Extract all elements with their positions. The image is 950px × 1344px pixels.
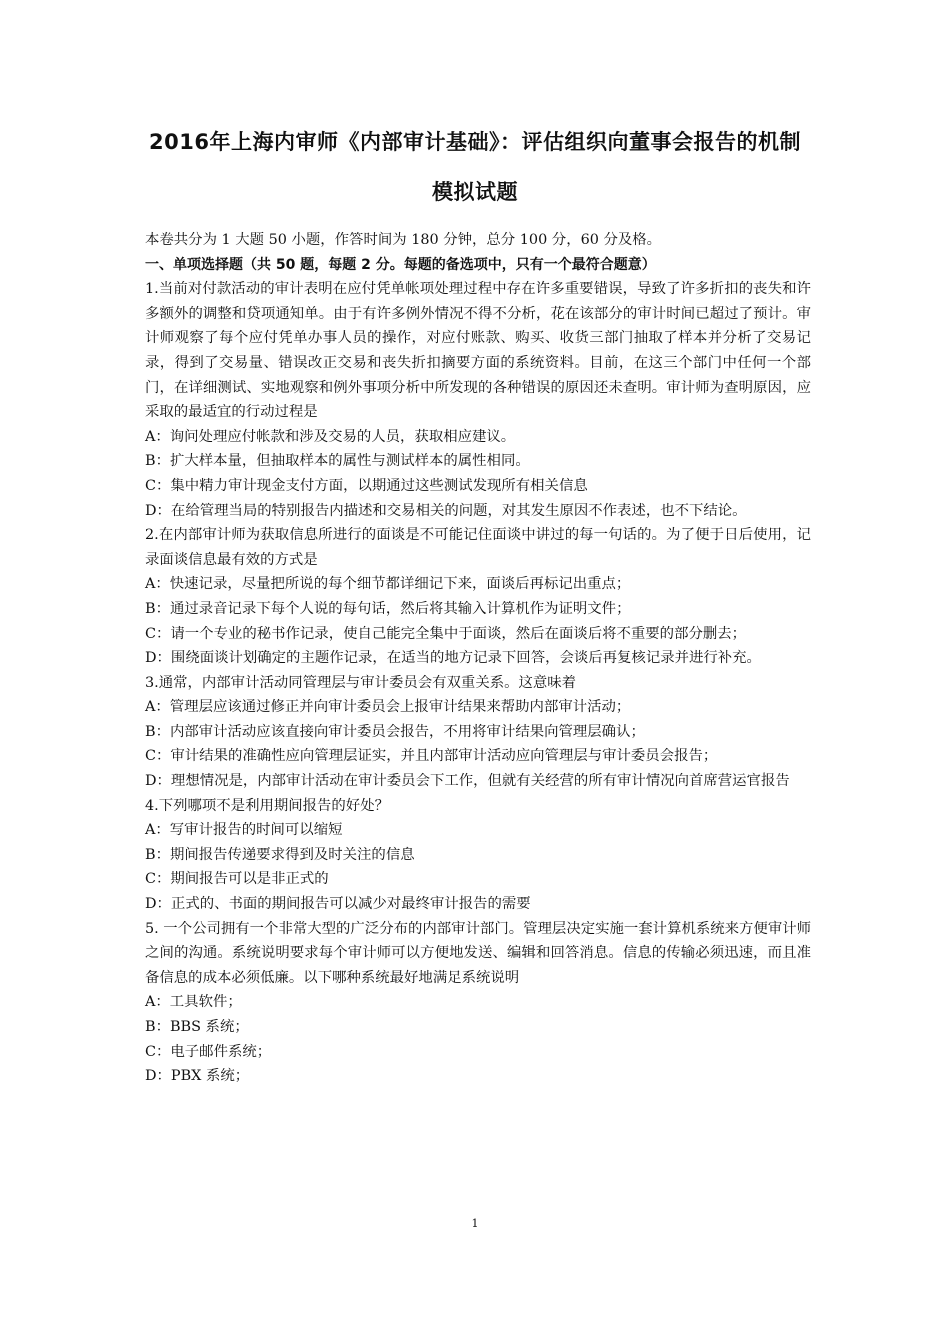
option-a: A：管理层应该通过修正并向审计委员会上报审计结果来帮助内部审计活动；	[145, 699, 631, 716]
option-b: B：通过录音记录下每个人说的每句话，然后将其输入计算机作为证明文件；	[145, 600, 631, 617]
question-stem: 2.在内部审计师为获取信息所进行的面谈是不可能记住面谈中讲过的每一句话的。为了便于日后使用，记录面谈信息最有效的方式是	[145, 527, 811, 568]
option-d: D：在给管理当局的特别报告内描述和交易相关的问题，对其发生原因不作表述，也不下结论。	[145, 502, 747, 519]
question-stem: 4.下列哪项不是利用期间报告的好处？	[145, 797, 389, 814]
option-b: B：内部审计活动应该直接向审计委员会报告，不用将审计结果向管理层确认；	[145, 723, 645, 740]
question-4	[145, 794, 811, 917]
option-a: A：快速记录，尽量把所说的每个细节都详细记下来，面谈后再标记出重点；	[145, 576, 631, 593]
option-d: D：围绕面谈计划确定的主题作记录，在适当的地方记录下回答，会谈后再复核记录并进行补充。	[145, 650, 761, 667]
option-c: C：集中精力审计现金支付方面，以期通过这些测试发现所有相关信息	[145, 477, 588, 494]
page-number: 1	[471, 1217, 479, 1230]
option-c: C：电子邮件系统；	[145, 1043, 272, 1060]
exam-intro: 本卷共分为 1 大题 50 小题，作答时间为 180 分钟，总分 100 分，60 分及格。	[145, 232, 662, 248]
question-1	[145, 277, 811, 523]
document-title-line2: 模拟试题	[432, 180, 518, 204]
option-b: B：扩大样本量，但抽取样本的属性与测试样本的属性相同。	[145, 453, 530, 470]
question-2	[145, 523, 811, 671]
option-c: C：审计结果的准确性应向管理层证实，并且内部审计活动应向管理层与审计委员会报告；	[145, 748, 718, 765]
option-b: B：BBS 系统；	[145, 1019, 249, 1035]
question-3	[145, 671, 811, 794]
option-d: D：PBX 系统；	[145, 1068, 250, 1085]
option-d: D：正式的、书面的期间报告可以减少对最终审计报告的需要	[145, 896, 531, 913]
option-d: D：理想情况是，内部审计活动在审计委员会下工作，但就有关经营的所有审计情况向首席营运官报告	[145, 773, 790, 790]
option-c: C：期间报告可以是非正式的	[145, 871, 329, 888]
document-title-line1: 2016年上海内审师《内部审计基础》：评估组织向董事会报告的机制	[149, 130, 801, 154]
option-a: A：写审计报告的时间可以缩短	[145, 822, 343, 839]
question-stem: 1.当前对付款活动的审计表明在应付凭单帐项处理过程中存在许多重要错误，导致了许多折扣的丧失和许多额外的调整和贷项通知单。由于有许多例外情况不得不分析，花在该部分的审计时间已超过了预计。审计师观察了每个应付凭单办事人员的操作，对应付账款、购买、收货三部门抽取了样本并分析了交易记录，得到了交易量、错误改正交易和丧失折扣摘要方面的系统资料。目前，在这三个部门中任何一个部门，在详细测试、实地观察和例外事项分析中所发现的各种错误的原因还未查明。审计师为查明原因，应采取的最适宜的行动过程是	[145, 281, 811, 421]
question-5	[145, 917, 811, 1089]
option-c: C：请一个专业的秘书作记录，使自己能完全集中于面谈，然后在面谈后将不重要的部分删去；	[145, 625, 747, 642]
question-stem: 3.通常，内部审计活动同管理层与审计委员会有双重关系。这意味着	[145, 674, 577, 691]
section-heading: 一、单项选择题（共 50 题，每题 2 分。每题的备选项中，只有一个最符合题意）	[145, 256, 656, 273]
option-a: A：询问处理应付帐款和涉及交易的人员，获取相应建议。	[145, 428, 516, 445]
question-stem: 5. 一个公司拥有一个非常大型的广泛分布的内部审计部门。管理层决定实施一套计算机系统来方便审计师之间的沟通。系统说明要求每个审计师可以方便地发送、编辑和回答消息。信息的传输必须迅速，而且准备信息的成本必须低廉。以下哪种系统最好地满足系统说明	[145, 920, 811, 986]
document-body	[145, 228, 811, 1089]
option-a: A：工具软件；	[145, 994, 242, 1011]
option-b: B：期间报告传递要求得到及时关注的信息	[145, 846, 415, 863]
